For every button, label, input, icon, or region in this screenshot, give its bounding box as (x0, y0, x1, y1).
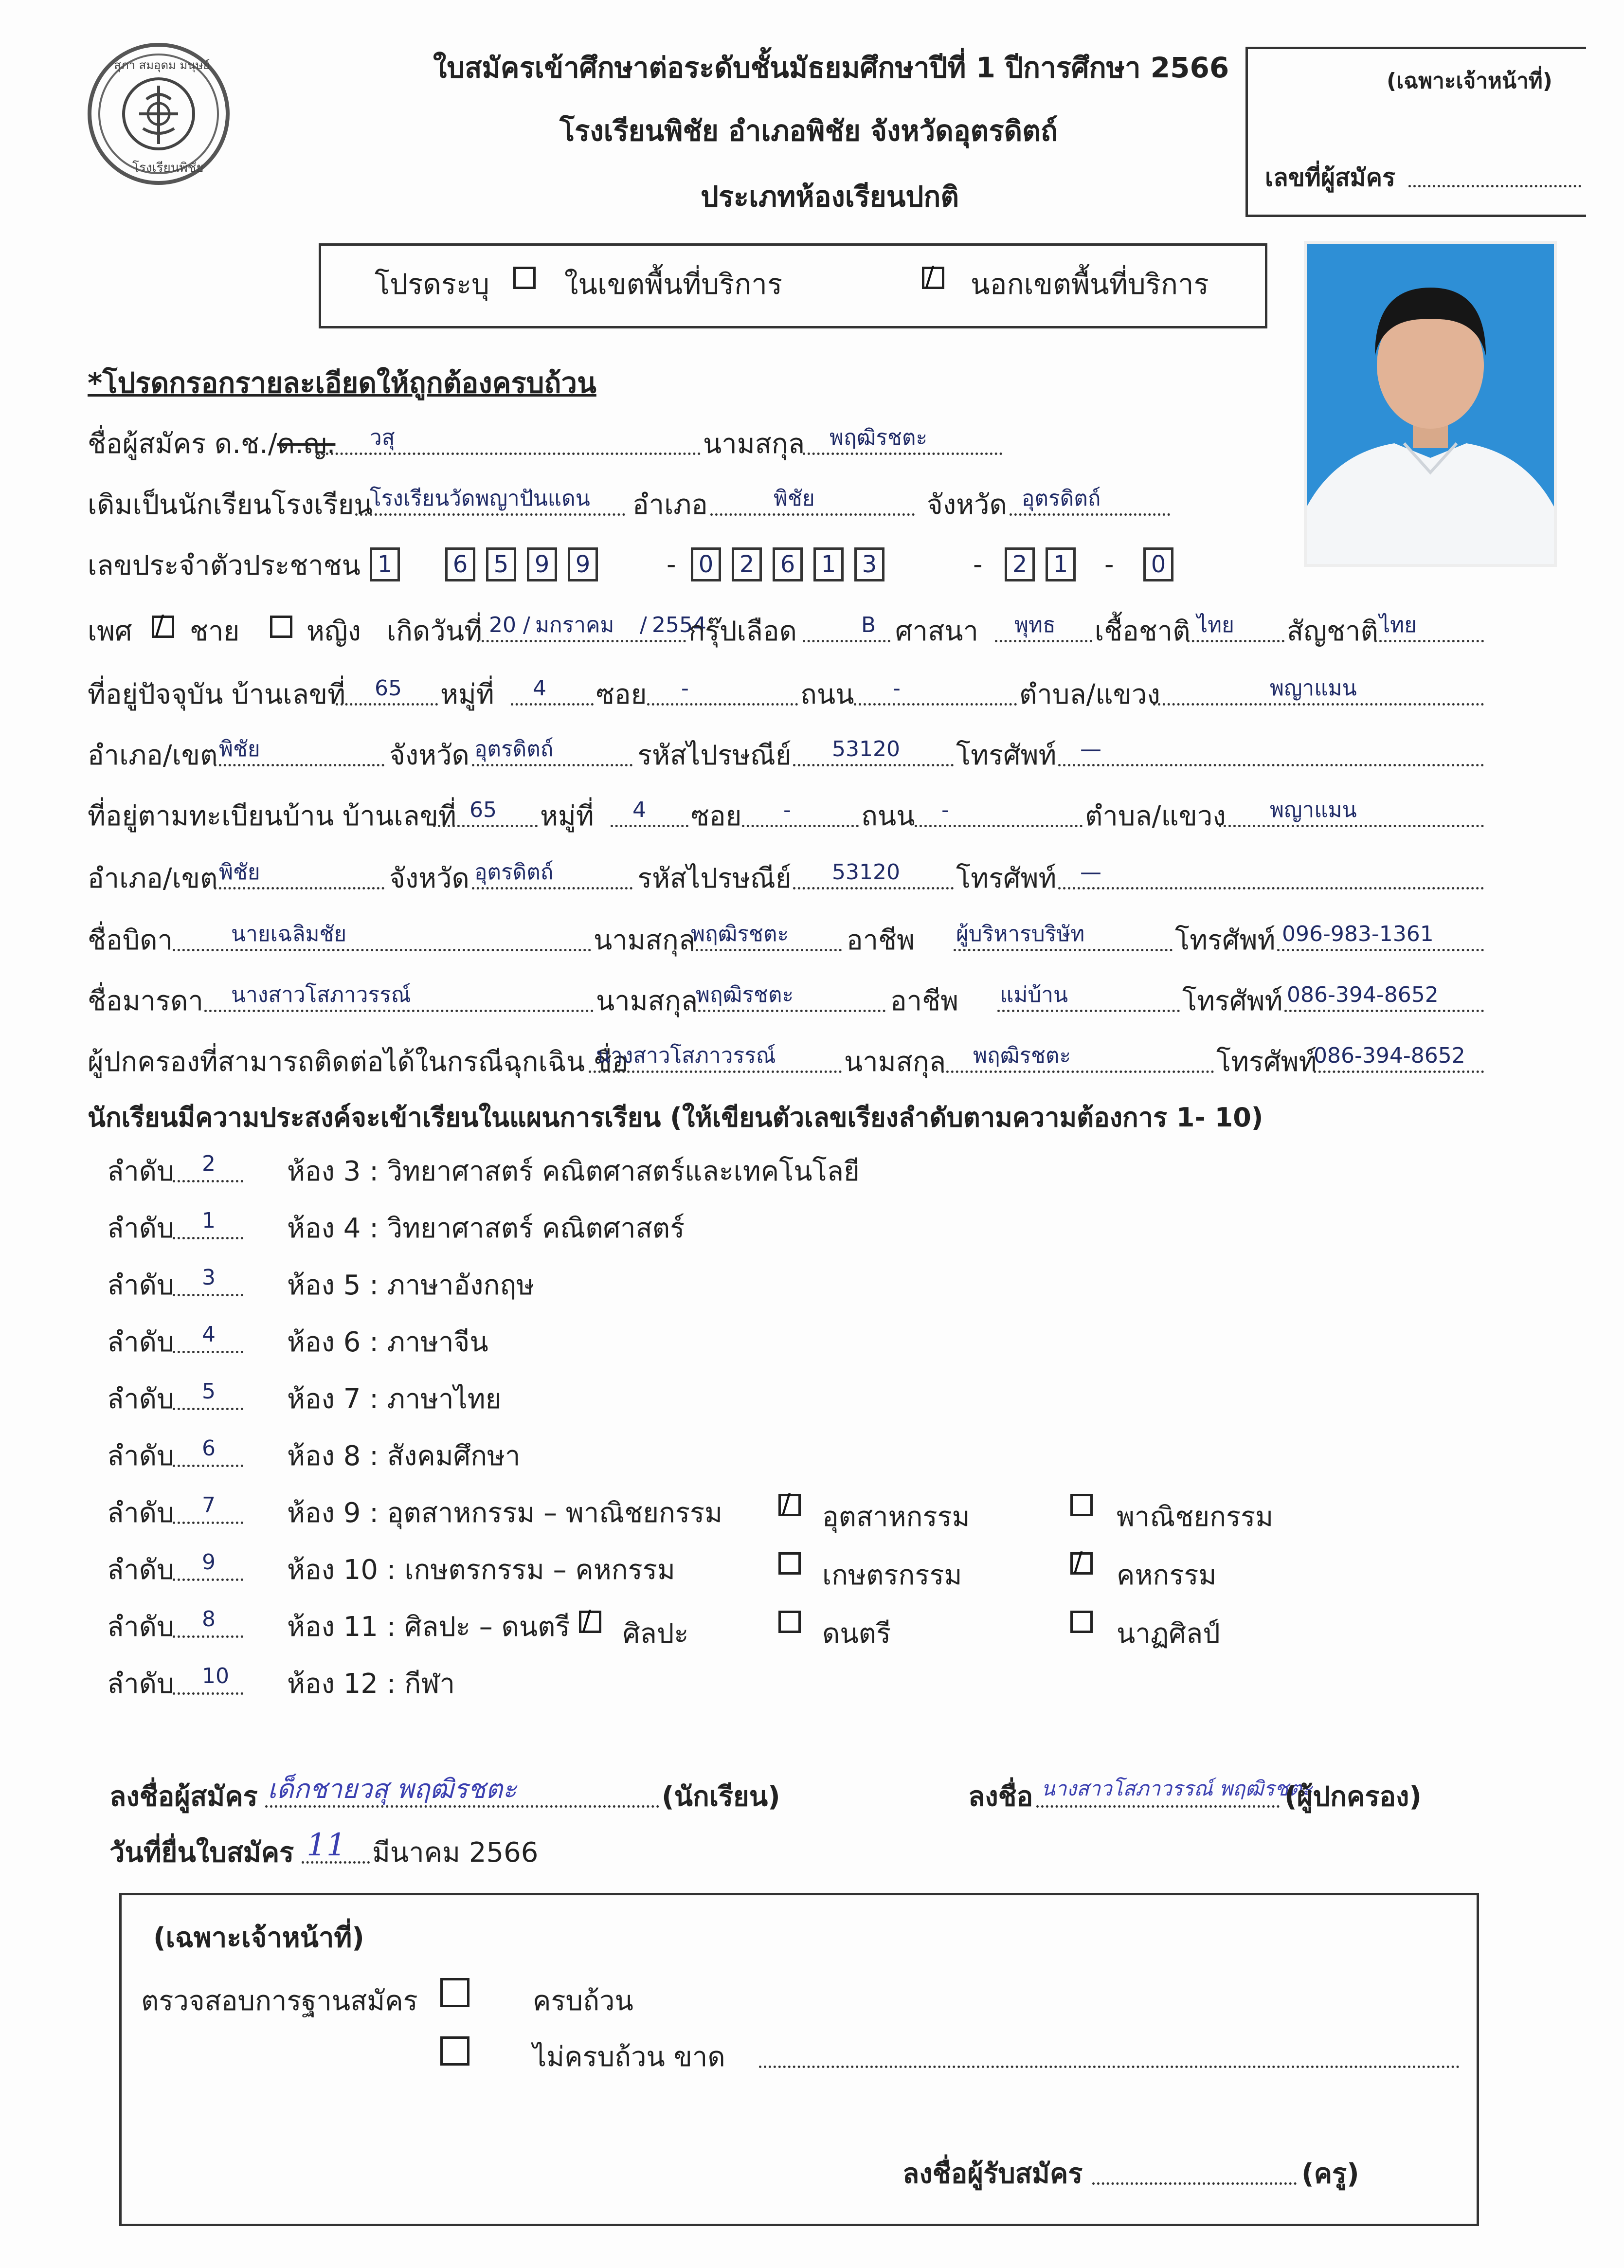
religion-line (995, 640, 1092, 642)
id-digit-box[interactable]: 6 (773, 547, 803, 581)
applicant-signature[interactable]: เด็กชายวสุ พฤฒิรชตะ (268, 1774, 517, 1804)
school-seal (86, 41, 232, 187)
prev-school-line (355, 513, 625, 516)
id-dash-separator: - (973, 549, 983, 580)
cur-moo-label: หมู่ที่ (440, 679, 494, 710)
cur-postcode-value[interactable]: 53120 (832, 737, 900, 762)
reg-road-value[interactable]: - (941, 798, 949, 822)
nationality-value[interactable]: ไทย (1379, 613, 1417, 637)
father-name-line (173, 949, 591, 951)
mother-name-value[interactable]: นางสาวโสภาวรรณ์ (231, 982, 411, 1007)
plan-rank-value[interactable]: 2 (202, 1151, 216, 1176)
male-label: ชาย (190, 616, 240, 647)
prev-school-label: เดิมเป็นนักเรียนโรงเรียน (88, 489, 373, 521)
plan-rank-label: ลำดับ (107, 1270, 174, 1301)
receiver-label: ลงชื่อผู้รับสมัคร (902, 2158, 1083, 2190)
blood-line (803, 640, 890, 642)
cur-subdistrict-line (1153, 703, 1484, 706)
birth-year-value[interactable]: 2554 (652, 613, 706, 637)
cur-phone-label: โทรศัพท์ (956, 740, 1057, 771)
id-digit-box[interactable]: 1 (1046, 547, 1076, 581)
plan-rank-line (173, 1635, 243, 1638)
birth-month-value[interactable]: มกราคม (535, 613, 614, 637)
father-surname-line (691, 949, 842, 951)
seal-text-bottom: โรงเรียนพิชัย (132, 161, 204, 175)
plan-rank-value[interactable]: 9 (202, 1550, 216, 1575)
prev-province-value[interactable]: อุตรดิตถ์ (1022, 486, 1101, 511)
incomplete-reason-line[interactable] (759, 2066, 1460, 2068)
plan-room-label: ห้อง 8 : สังคมศึกษา (287, 1440, 521, 1472)
prev-school-value[interactable]: โรงเรียนวัดพญาปันแดน (370, 486, 590, 511)
birthdate-line (477, 640, 686, 642)
reg-soi-value[interactable]: - (783, 798, 791, 822)
plan-rank-line (173, 1579, 243, 1581)
father-phone-label: โทรศัพท์ (1175, 925, 1276, 956)
cur-district-line (214, 764, 384, 766)
industry-label: อุตสาหกรรม (822, 1501, 970, 1533)
current-address-label: ที่อยู่ปัจจุบัน บ้านเลขที่ (88, 679, 346, 710)
office-box-label: (เฉพาะเจ้าหน้าที่) (1387, 69, 1552, 93)
blood-value[interactable]: B (861, 613, 876, 637)
applicant-no-field[interactable] (1408, 185, 1581, 187)
in-area-checkbox[interactable] (513, 267, 536, 289)
cur-road-line (854, 703, 1017, 706)
reg-moo-label: หมู่ที่ (540, 800, 594, 832)
cur-subdistrict-value[interactable]: พญาแมน (1270, 676, 1357, 701)
date-day-value[interactable]: 11 (307, 1827, 346, 1863)
plan-rank-line (173, 1294, 243, 1296)
id-digit-box[interactable]: 6 (445, 547, 475, 581)
nationality-label: สัญชาติ (1287, 616, 1378, 647)
reg-province-label: จังหวัด (389, 863, 469, 894)
male-check-mark-icon: / (155, 610, 164, 640)
out-area-checkbox[interactable] (922, 261, 944, 291)
plan-room-label: ห้อง 10 : เกษตรกรรม – คหกรรม (287, 1554, 675, 1586)
reg-soi-line (742, 825, 859, 827)
birth-day-value[interactable]: 20 (489, 613, 516, 637)
id-card-label: เลขประจำตัวประชาชน (88, 550, 361, 581)
cur-postcode-line (793, 764, 954, 766)
plan-rank-label: ลำดับ (107, 1668, 174, 1700)
id-digit-box[interactable]: 9 (568, 547, 598, 581)
art-label: ศิลปะ (623, 1618, 689, 1650)
race-value[interactable]: ไทย (1197, 613, 1234, 637)
receiver-sign-line[interactable] (1092, 2182, 1297, 2185)
mother-surname-line (693, 1010, 885, 1012)
mother-occupation-value[interactable]: แม่บ้าน (1000, 982, 1068, 1007)
cur-house-line (336, 703, 438, 706)
agri-label: เกษตรกรรม (822, 1560, 962, 1591)
seal-text-top: สุภา สมอุดม มนุษย์ (114, 58, 210, 72)
cur-postcode-label: รหัสไปรษณีย์ (637, 740, 792, 771)
surname-value[interactable]: พฤฒิรชตะ (830, 425, 928, 450)
id-digit-box[interactable]: 2 (732, 547, 762, 581)
applicant-role: (นักเรียน) (662, 1781, 780, 1813)
cur-road-value[interactable]: - (893, 676, 901, 701)
plan-rank-label: ลำดับ (107, 1440, 174, 1472)
guardian-role: (ผู้ปกครอง) (1284, 1781, 1422, 1813)
cur-moo-line (511, 703, 594, 706)
race-label: เชื้อชาติ (1095, 616, 1191, 647)
plan-room-label: ห้อง 7 : ภาษาไทย (287, 1383, 502, 1415)
out-area-label: นอกเขตพื้นที่บริการ (971, 268, 1209, 301)
guardian-phone-line (1314, 1070, 1484, 1073)
plan-rank-value[interactable]: 1 (202, 1208, 216, 1233)
reg-road-line (915, 825, 1083, 827)
female-checkbox[interactable] (270, 616, 292, 638)
id-dash-separator: - (667, 549, 676, 580)
reg-province-line (472, 887, 632, 889)
guardian-sign-line (1036, 1805, 1280, 1808)
incomplete-label: ไม่ครบถ้วน ขาด (533, 2041, 725, 2073)
guardian-label: ผู้ปกครองที่สามารถติดต่อได้ในกรณีฉุกเฉิน ชื่อ (88, 1046, 629, 1078)
prev-district-value[interactable]: พิชัย (774, 486, 815, 511)
reg-house-value[interactable]: 65 (469, 798, 497, 822)
complete-label: ครบถ้วน (533, 1985, 633, 2017)
plan-rank-value[interactable]: 10 (202, 1664, 229, 1688)
mother-label: ชื่อมารดา (88, 985, 203, 1017)
father-occupation-line (954, 949, 1173, 951)
plan-rank-line (173, 1237, 243, 1239)
mother-phone-label: โทรศัพท์ (1182, 985, 1283, 1017)
applicant-sign-label: ลงชื่อผู้สมัคร (109, 1781, 258, 1813)
agri-checkbox[interactable] (778, 1552, 801, 1575)
father-phone-line (1277, 949, 1484, 951)
plan-rank-value[interactable]: 6 (202, 1436, 216, 1461)
reg-subdistrict-label: ตำบล/แขวง (1085, 800, 1226, 832)
reg-phone-value[interactable]: — (1080, 860, 1101, 885)
id-digit-box[interactable]: 1 (813, 547, 844, 581)
guardian-signature[interactable]: นางสาวโสภาวรรณ์ พฤฒิรชตะ (1041, 1777, 1313, 1800)
prev-district-label: อำเภอ (632, 489, 708, 521)
mother-name-line (204, 1010, 594, 1012)
plan-rank-line (173, 1351, 243, 1353)
student-portrait-icon (1307, 244, 1554, 564)
father-name-value[interactable]: นายเฉลิมชัย (231, 922, 347, 946)
cur-road-label: ถนน (800, 679, 854, 710)
father-occupation-label: อาชีพ (847, 925, 915, 956)
id-digit-box[interactable]: 2 (1005, 547, 1035, 581)
cur-district-label: อำเภอ/เขต (88, 740, 218, 771)
office-section-title: (เฉพาะเจ้าหน้าที่) (153, 1922, 364, 1954)
plan-rank-value[interactable]: 8 (202, 1607, 216, 1632)
id-digit-box[interactable]: 0 (1143, 547, 1173, 581)
reg-postcode-line (793, 887, 954, 889)
plan-room-label: ห้อง 12 : กีฬา (287, 1668, 455, 1700)
reg-district-value[interactable]: พิชัย (219, 860, 260, 885)
cur-phone-line (1058, 764, 1484, 766)
guardian-surname-value[interactable]: พฤฒิรชตะ (973, 1043, 1071, 1068)
religion-label: ศาสนา (895, 616, 978, 647)
plan-rank-label: ลำดับ (107, 1497, 174, 1529)
out-area-check-mark-icon: / (925, 261, 935, 291)
plan-rank-label: ลำดับ (107, 1213, 174, 1244)
guardian-phone-value[interactable]: 086-394-8652 (1314, 1043, 1465, 1068)
reg-subdistrict-value[interactable]: พญาแมน (1270, 798, 1357, 822)
plan-rank-line (173, 1408, 243, 1410)
sex-label: เพศ (88, 616, 132, 647)
plan-rank-value[interactable]: 3 (202, 1265, 216, 1290)
music-label: ดนตรี (822, 1618, 891, 1650)
religion-value[interactable]: พุทธ (1014, 613, 1056, 637)
prev-district-line (710, 513, 915, 516)
guardian-name-value[interactable]: นางสาวโสภาวรรณ์ (596, 1043, 776, 1068)
instruction: *โปรดกรอกรายละเอียดให้ถูกต้องครบถ้วน (88, 366, 596, 399)
receiver-role: (ครู) (1301, 2158, 1359, 2190)
plan-rank-label: ลำดับ (107, 1326, 174, 1358)
mother-occupation-label: อาชีพ (890, 985, 958, 1017)
plan-rank-value[interactable]: 7 (202, 1493, 216, 1518)
father-surname-label: นามสกุล (594, 925, 696, 956)
mother-phone-value[interactable]: 086-394-8652 (1287, 982, 1439, 1007)
reg-soi-label: ซอย (691, 800, 742, 832)
name-label-text: ชื่อผู้สมัคร ด.ช./ (88, 428, 277, 460)
prev-province-label: จังหวัด (927, 489, 1007, 521)
plan-rank-label: ลำดับ (107, 1554, 174, 1586)
reg-house-line (433, 825, 538, 827)
guardian-phone-label: โทรศัพท์ (1216, 1046, 1317, 1078)
cur-phone-value[interactable]: — (1080, 737, 1101, 762)
father-phone-value[interactable]: 096-983-1361 (1282, 922, 1434, 946)
plan-room-label: ห้อง 5 : ภาษาอังกฤษ (287, 1270, 535, 1301)
incomplete-checkbox[interactable] (440, 2036, 469, 2066)
race-line (1187, 640, 1284, 642)
applicant-sign-line (265, 1805, 659, 1808)
reg-district-label: อำเภอ/เขต (88, 863, 218, 894)
date-label: วันที่ยื่นใบสมัคร (109, 1837, 294, 1869)
commerce-checkbox[interactable] (1070, 1494, 1093, 1516)
applicant-no-label: เลขที่ผู้สมัคร (1265, 163, 1395, 192)
guardian-sign-label: ลงชื่อ (968, 1781, 1033, 1813)
reg-postcode-label: รหัสไปรษณีย์ (637, 863, 792, 894)
date-rest: มีนาคม 2566 (372, 1837, 539, 1869)
plan-heading: นักเรียนมีความประสงค์จะเข้าเรียนในแผนการเรียน (ให้เขียนตัวเลขเรียงลำดับตามความต้องการ 1- 10) (88, 1102, 1263, 1133)
plan-rank-line (173, 1522, 243, 1524)
reg-province-value[interactable]: อุตรดิตถ์ (474, 860, 554, 885)
dance-label: นาฏศิลป์ (1117, 1618, 1220, 1650)
father-surname-value[interactable]: พฤฒิรชตะ (691, 922, 789, 946)
area-prompt: โปรดระบุ (375, 268, 489, 301)
plan-rank-label: ลำดับ (107, 1156, 174, 1187)
father-occupation-value[interactable]: ผู้บริหารบริษัท (956, 922, 1085, 946)
in-area-label: ในเขตพื้นที่บริการ (564, 268, 783, 301)
birth-sep-2: / (640, 613, 647, 637)
industry-checkbox[interactable] (778, 1488, 801, 1519)
commerce-label: พาณิชยกรรม (1117, 1501, 1274, 1533)
reg-postcode-value[interactable]: 53120 (832, 860, 900, 885)
cur-house-value[interactable]: 65 (375, 676, 402, 701)
home-checkbox[interactable] (1070, 1546, 1093, 1577)
id-digit-box[interactable]: 3 (854, 547, 884, 581)
plan-rank-label: ลำดับ (107, 1611, 174, 1643)
reg-subdistrict-line (1219, 825, 1484, 827)
blood-label: กรุ๊ปเลือด (688, 616, 797, 647)
plan-rank-line (173, 1465, 243, 1467)
plan-room-label: ห้อง 3 : วิทยาศาสตร์ คณิตศาสตร์และเทคโนโลยี (287, 1156, 860, 1187)
plan-room-label: ห้อง 4 : วิทยาศาสตร์ คณิตศาสตร์ (287, 1213, 685, 1244)
reg-address-label: ที่อยู่ตามทะเบียนบ้าน บ้านเลขที่ (88, 800, 456, 832)
home-label: คหกรรม (1117, 1560, 1217, 1591)
cur-province-label: จังหวัด (389, 740, 469, 771)
mother-surname-label: นามสกุล (596, 985, 698, 1017)
first-name-value[interactable]: วสุ (370, 425, 395, 450)
applicant-photo (1304, 241, 1557, 567)
art-checkbox[interactable] (579, 1605, 601, 1635)
reg-moo-value[interactable]: 4 (632, 798, 646, 822)
id-digit-box[interactable]: 1 (370, 547, 400, 581)
form-title: ใบสมัครเข้าศึกษาต่อระดับชั้นมัธยมศึกษาปีที่ 1 ปีการศึกษา 2566 (433, 51, 1229, 84)
cur-district-value[interactable]: พิชัย (219, 737, 260, 762)
male-checkbox[interactable] (152, 610, 174, 640)
reg-phone-line (1058, 887, 1484, 889)
plan-rank-value[interactable]: 5 (202, 1379, 216, 1404)
school-line: โรงเรียนพิชัย อำเภอพิชัย จังหวัดอุตรดิตถ์ (559, 114, 1058, 147)
id-digit-box[interactable]: 5 (486, 547, 516, 581)
nationality-line (1374, 640, 1484, 642)
birth-sep-1: / (523, 613, 530, 637)
guardian-surname-label: นามสกุล (844, 1046, 946, 1078)
plan-rank-value[interactable]: 4 (202, 1322, 216, 1347)
plan-rank-line (173, 1180, 243, 1182)
birthdate-label: เกิดวันที่ (387, 616, 483, 647)
dance-checkbox[interactable] (1070, 1611, 1093, 1633)
surname-line (803, 453, 1002, 455)
cur-province-value[interactable]: อุตรดิตถ์ (474, 737, 554, 762)
cur-soi-label: ซอย (596, 679, 647, 710)
industry-check-mark-icon: / (782, 1488, 791, 1519)
plan-room-label: ห้อง 9 : อุตสาหกรรม – พาณิชยกรรม (287, 1497, 723, 1529)
name-label-strike: ด.ญ. (277, 428, 336, 460)
plan-room-label: ห้อง 11 : ศิลปะ – ดนตรี (287, 1611, 570, 1643)
name-label (88, 428, 336, 460)
reg-moo-line (611, 825, 688, 827)
female-label: หญิง (307, 616, 361, 647)
plan-rank-label: ลำดับ (107, 1383, 174, 1415)
reg-phone-label: โทรศัพท์ (956, 863, 1057, 894)
complete-checkbox[interactable] (440, 1978, 469, 2007)
father-label: ชื่อบิดา (88, 925, 173, 956)
reg-road-label: ถนน (861, 800, 915, 832)
plan-rank-line (173, 1692, 243, 1695)
first-name-line (316, 453, 701, 455)
cur-soi-line (647, 703, 798, 706)
class-type: ประเภทห้องเรียนปกติ (701, 180, 959, 213)
reg-district-line (214, 887, 384, 889)
id-digit-box[interactable]: 0 (691, 547, 721, 581)
cur-moo-value[interactable]: 4 (533, 676, 546, 701)
cur-province-line (472, 764, 632, 766)
guardian-name-line (589, 1070, 842, 1073)
mother-surname-value[interactable]: พฤฒิรชตะ (696, 982, 794, 1007)
mother-occupation-line (997, 1010, 1180, 1012)
mother-phone-line (1284, 1010, 1484, 1012)
plan-room-label: ห้อง 6 : ภาษาจีน (287, 1326, 488, 1358)
id-dash-separator: - (1104, 549, 1114, 580)
art-check-mark-icon: / (582, 1605, 592, 1635)
music-checkbox[interactable] (778, 1611, 801, 1633)
cur-soi-value[interactable]: - (681, 676, 689, 701)
id-digit-box[interactable]: 9 (527, 547, 557, 581)
prev-province-line (1010, 513, 1170, 516)
cur-subdistrict-label: ตำบล/แขวง (1019, 679, 1160, 710)
home-check-mark-icon: / (1074, 1546, 1083, 1577)
check-docs-label: ตรวจสอบการฐานสมัคร (141, 1985, 418, 2017)
surname-label: นามสกุล (703, 428, 805, 460)
guardian-surname-line (941, 1070, 1214, 1073)
